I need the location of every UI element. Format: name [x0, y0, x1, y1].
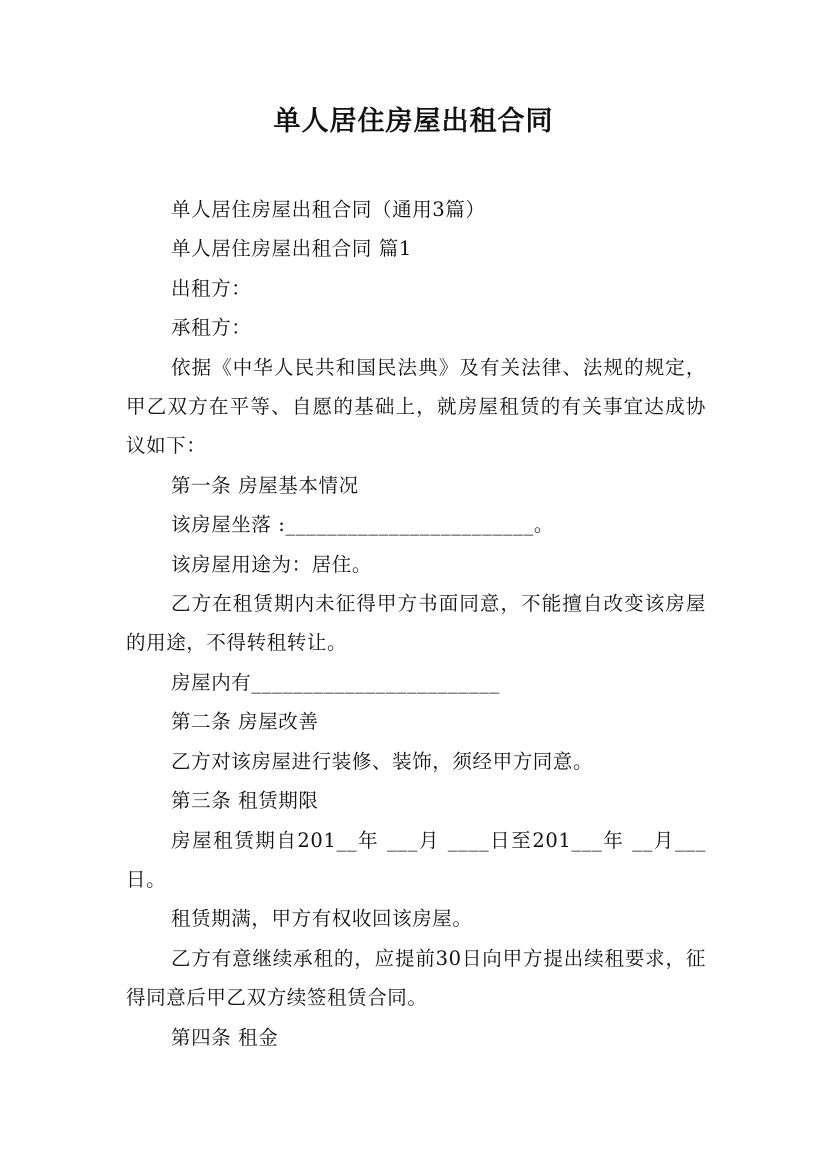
- paragraph-preamble: 依据《中华人民共和国民法典》及有关法律、法规的规定，甲乙双方在平等、自愿的基础上，就房屋租赁的有关事宜达成协议如下：: [126, 355, 706, 458]
- paragraph-lessor: 出租方：: [171, 276, 252, 300]
- paragraph-subtitle: 单人居住房屋出租合同（通用3篇）: [171, 198, 486, 221]
- paragraph-article-2-heading: 第二条 房屋改善: [171, 710, 319, 734]
- paragraph-part-heading: 单人居住房屋出租合同 篇1: [171, 237, 412, 261]
- paragraph-article-1-heading: 第一条 房屋基本情况: [171, 473, 359, 497]
- paragraph-lease-term: 房屋租赁期自201__年 ___月 ____日至201___年 __月___ 日。: [126, 828, 713, 891]
- paragraph-renewal: 乙方有意继续承租的，应提前30日向甲方提出续租要求，征得同意后甲乙双方续签租赁合同。: [126, 946, 706, 1010]
- paragraph-lessee: 承租方：: [171, 316, 252, 340]
- paragraph-contents: 房屋内有________________________: [171, 670, 500, 694]
- document-title: 单人居住房屋出租合同: [273, 106, 554, 137]
- document-body: [126, 190, 713, 1057]
- paragraph-lease-expiry: 租赁期满，甲方有权收回该房屋。: [171, 907, 473, 931]
- paragraph-location: 该房屋坐落 :________________________。: [171, 513, 554, 537]
- paragraph-article-4-heading: 第四条 租金: [171, 1025, 279, 1049]
- paragraph-article-3-heading: 第三条 租赁期限: [171, 789, 319, 813]
- paragraph-usage: 该房屋用途为：居住。: [171, 552, 373, 576]
- paragraph-renovation: 乙方对该房屋进行装修、装饰，须经甲方同意。: [171, 749, 594, 773]
- paragraph-usage-restriction: 乙方在租赁期内未征得甲方书面同意，不能擅自改变该房屋的用途，不得转租转让。: [126, 592, 706, 655]
